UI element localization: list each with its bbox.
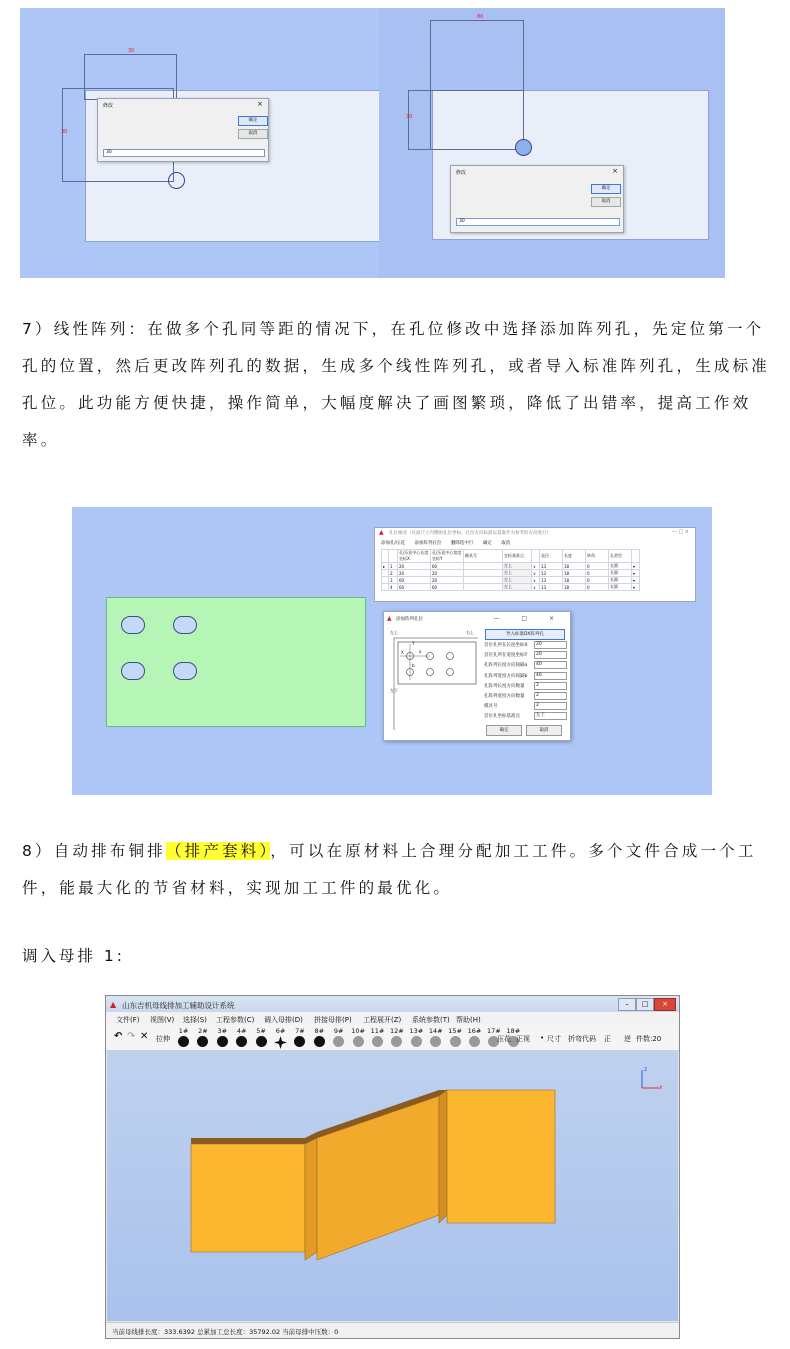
- busbar-position-button[interactable]: [193, 1027, 212, 1047]
- param-input[interactable]: 20: [534, 641, 567, 649]
- paragraph8-highlight: （排产套料）: [165, 842, 271, 860]
- busbar-position-button[interactable]: [329, 1027, 348, 1047]
- table-cell: ∨: [532, 563, 540, 570]
- table-header-cell: [632, 550, 640, 563]
- menu-cancel[interactable]: 取消: [501, 541, 511, 546]
- figure-hole-modify-screenshots: [20, 8, 725, 278]
- table-cell: 0: [586, 570, 609, 577]
- app-logo-icon: ▲: [379, 529, 384, 536]
- busbar-position-button[interactable]: [310, 1027, 329, 1047]
- table-cell: 13: [540, 577, 563, 584]
- menu-confirm[interactable]: 确定: [482, 541, 492, 546]
- table-cell: 13: [540, 563, 563, 570]
- position-label: 8#: [314, 1027, 325, 1035]
- busbar-position-button[interactable]: [271, 1027, 290, 1049]
- position-label: 16#: [467, 1027, 482, 1035]
- ok-button[interactable]: 确定: [238, 116, 268, 126]
- dot-icon: [333, 1036, 344, 1047]
- minimize-button[interactable]: –: [618, 998, 636, 1011]
- param-input[interactable]: 20: [534, 651, 567, 659]
- table-row[interactable]: [382, 563, 640, 570]
- position-label: 7#: [295, 1027, 305, 1035]
- table-cell: ▾: [632, 563, 640, 570]
- param-label: 首位孔所在宽度坐标Y: [484, 653, 528, 659]
- table-cell: 18: [563, 584, 586, 591]
- dot-icon: [353, 1036, 364, 1047]
- paragraph8-prefix: 8）自动排布铜排: [22, 842, 166, 860]
- table-cell: 18: [563, 570, 586, 577]
- table-cell: [464, 563, 503, 570]
- menu-add-hole[interactable]: 添加孔/压花: [381, 541, 406, 546]
- table-cell[interactable]: 左上: [503, 563, 532, 570]
- param-row: [484, 692, 566, 700]
- undo-icon[interactable]: ↶: [114, 1031, 123, 1042]
- busbar-design-app-window: [105, 995, 680, 1339]
- table-cell: 0: [586, 563, 609, 570]
- position-label: 13#: [409, 1027, 424, 1035]
- table-cell: [382, 570, 389, 577]
- toolbar-button[interactable]: 尺寸: [547, 1035, 561, 1043]
- toolbar-button[interactable]: 压花: [497, 1035, 511, 1043]
- table-cell: 2: [389, 570, 398, 577]
- param-label: 孔阵列宽度方向数量: [484, 694, 525, 699]
- param-label: 孔阵列长度方向数量: [484, 683, 525, 689]
- window-menu: [381, 540, 518, 546]
- position-label: 1#: [178, 1027, 189, 1035]
- menu-item[interactable]: 工程参数(C): [216, 1016, 255, 1024]
- table-cell: 4: [389, 584, 398, 591]
- schematic-corner-tr: 右上: [466, 630, 474, 635]
- schematic-label-b: b: [412, 663, 415, 668]
- table-header-cell: 孔类型: [609, 550, 632, 563]
- table-cell[interactable]: 左上: [503, 577, 532, 584]
- paragraph-linear-array: 7）线性阵列：在做多个孔同等距的情况下，在孔位修改中选择添加阵列孔，先定位第一个孔的位置，然后更改阵列孔的数据，生成多个线性阵列孔，或者导入标准阵列孔，生成标准孔位。此功能方便快捷，操作简单，大幅度解决了画图繁琐，降低了出错率，提高工作效率。: [22, 320, 771, 449]
- slot-hole[interactable]: [173, 662, 197, 680]
- window-controls[interactable]: — □ ×: [671, 529, 689, 535]
- dot-icon: [236, 1036, 247, 1047]
- table-cell[interactable]: 长圆: [609, 584, 632, 591]
- value-input[interactable]: 30: [103, 149, 265, 157]
- dot-icon: [197, 1036, 208, 1047]
- position-label: 17#: [487, 1027, 501, 1035]
- ok-button[interactable]: 确定: [486, 725, 522, 736]
- toolbar-button[interactable]: •: [540, 1034, 545, 1042]
- param-input[interactable]: 2: [534, 682, 567, 690]
- position-label: 14#: [428, 1027, 443, 1035]
- dot-icon: [372, 1036, 383, 1047]
- table-header-cell: 转角: [586, 550, 609, 563]
- param-input[interactable]: 2: [534, 692, 567, 700]
- busbar-3d-model: [107, 1051, 678, 1321]
- busbar-position-button[interactable]: [407, 1027, 426, 1047]
- table-cell: 0: [586, 577, 609, 584]
- schematic-label-a: a: [419, 649, 422, 654]
- menu-item[interactable]: 帮助(H): [456, 1016, 481, 1024]
- maximize-button[interactable]: □: [636, 998, 654, 1011]
- axis-x-label: x: [659, 1084, 663, 1091]
- schematic-label-y: Y: [412, 641, 415, 646]
- dim-top-right: 80: [477, 14, 484, 20]
- table-row[interactable]: [382, 584, 640, 591]
- cancel-button[interactable]: 取消: [591, 197, 621, 207]
- paragraph8-suffix: ，可以在原材料上合理分配加工工件。多个文件合成一个工件，能最大化的节省材料，实现加工工件的最优化。: [22, 842, 757, 897]
- close-button[interactable]: ×: [654, 998, 676, 1011]
- schematic-corner-bl: 左下: [390, 688, 398, 693]
- table-cell: ▾: [632, 577, 640, 584]
- axis-z-label: z: [644, 1066, 648, 1073]
- position-label: 6#: [275, 1027, 286, 1035]
- dot-icon: [217, 1036, 228, 1047]
- menu-item[interactable]: 拼接母排(P): [314, 1016, 352, 1024]
- param-label: 首位孔所在长度坐标X: [484, 643, 528, 648]
- table-cell: 20: [398, 563, 431, 570]
- array-schematic: [390, 630, 480, 735]
- dot-icon: [411, 1036, 422, 1047]
- table-cell: 60: [431, 584, 464, 591]
- outline-left-b: [84, 54, 177, 100]
- table-cell: [464, 584, 503, 591]
- position-label: 3#: [217, 1027, 228, 1035]
- outline-right-b: [408, 90, 524, 150]
- table-cell[interactable]: 左上: [503, 584, 532, 591]
- dim-left-right: 30: [406, 114, 413, 120]
- table-cell: ∨: [532, 570, 540, 577]
- window-title: 孔位修改（页面尺寸内侧的孔位坐标，孔位方向标准以基准作为参考的方向进行）: [389, 531, 551, 536]
- schematic-label-x: X: [401, 650, 404, 655]
- table-cell: 18: [563, 563, 586, 570]
- import-standard-array-button[interactable]: 导入标准DX阵列孔: [485, 629, 565, 640]
- dot-icon: [391, 1036, 402, 1047]
- dot-icon: [450, 1036, 461, 1047]
- dot-icon: [256, 1036, 267, 1047]
- toolbar-button[interactable]: 正视: [516, 1035, 530, 1043]
- param-row: [484, 672, 566, 680]
- status-bar: [106, 1322, 679, 1338]
- schematic-corner-tl: 左上: [390, 630, 398, 635]
- close-icon[interactable]: ×: [257, 100, 263, 108]
- cancel-button[interactable]: 取消: [238, 129, 268, 139]
- dot-icon: [314, 1036, 325, 1047]
- table-cell: 13: [540, 584, 563, 591]
- delete-icon[interactable]: ✕: [140, 1031, 149, 1042]
- dot-icon: [294, 1036, 305, 1047]
- close-icon[interactable]: ×: [612, 167, 618, 175]
- busbar-position-button[interactable]: [232, 1027, 251, 1047]
- slot-hole[interactable]: [121, 662, 145, 680]
- toolbar-button[interactable]: 逆: [624, 1035, 631, 1043]
- busbar-position-button[interactable]: [368, 1027, 387, 1047]
- table-header-cell: 模具号: [464, 550, 503, 563]
- modify-dialog-left: [97, 98, 269, 162]
- param-row: [484, 682, 566, 690]
- menu-item[interactable]: 视图(V): [150, 1016, 175, 1024]
- paragraph-auto-nesting: [22, 833, 774, 907]
- table-cell: [464, 577, 503, 584]
- table-header-cell: 孔/压花中心长度坐标X: [398, 550, 431, 563]
- slot-hole[interactable]: [121, 616, 145, 634]
- param-input[interactable]: 40: [534, 672, 567, 680]
- status-text: 当前母线排长度：333.6392 总累加工总长度：35792.02 当前母排中压数：0: [112, 1328, 339, 1336]
- param-label: 孔阵列宽度方向间隔b: [484, 673, 528, 679]
- busbar-position-button[interactable]: [387, 1027, 406, 1047]
- table-cell: 3: [389, 577, 398, 584]
- modify-dialog-right: [450, 165, 624, 233]
- dot-icon: [430, 1036, 441, 1047]
- toolbar-button[interactable]: 件数:20: [636, 1035, 662, 1043]
- table-header-cell: [532, 550, 540, 563]
- stretch-button[interactable]: 拉伸: [156, 1035, 170, 1043]
- menu-item[interactable]: 文件(F): [116, 1016, 140, 1024]
- busbar-position-button[interactable]: [213, 1027, 232, 1047]
- position-label: 9#: [333, 1027, 344, 1035]
- caption-load-busbar: 调入母排 1:: [22, 947, 126, 965]
- hole-modify-window: [374, 527, 696, 602]
- table-cell[interactable]: 左上: [503, 570, 532, 577]
- slot-hole[interactable]: [173, 616, 197, 634]
- dot-icon: [178, 1036, 189, 1047]
- toolbar-button[interactable]: 正: [604, 1035, 611, 1043]
- dialog-title: 修改: [103, 103, 114, 109]
- table-cell[interactable]: 长圆: [609, 570, 632, 577]
- app-menubar: [106, 1012, 679, 1025]
- window-titlebar: [375, 528, 695, 538]
- table-cell: 1: [389, 563, 398, 570]
- param-row: [484, 651, 566, 659]
- position-label: 2#: [198, 1027, 208, 1035]
- table-cell: ∨: [532, 577, 540, 584]
- table-cell: 18: [563, 577, 586, 584]
- param-row: [484, 641, 566, 649]
- table-cell: [382, 584, 389, 591]
- ok-button[interactable]: 确定: [591, 184, 621, 194]
- position-label: 10#: [351, 1027, 365, 1035]
- table-header-cell: 坐标基准点: [503, 550, 532, 563]
- table-header-cell: 孔/压花中心宽度坐标Y: [431, 550, 464, 563]
- table-cell: [382, 577, 389, 584]
- param-label: 孔阵列长度方向间隔a: [484, 663, 528, 669]
- table-cell[interactable]: 长圆: [609, 563, 632, 570]
- table-cell: ▸: [382, 563, 389, 570]
- busbar-position-button[interactable]: [426, 1027, 445, 1047]
- param-label: 首位孔坐标基准点: [484, 714, 520, 720]
- menu-item[interactable]: 调入母排(D): [264, 1016, 303, 1024]
- table-cell: [464, 570, 503, 577]
- param-row: [484, 702, 566, 710]
- app-title: 山东吉机母线排加工辅助设计系统: [122, 1001, 235, 1010]
- position-label: 4#: [236, 1027, 247, 1035]
- position-label: 11#: [370, 1027, 385, 1035]
- position-label: 15#: [448, 1027, 462, 1035]
- app-toolbar: [106, 1025, 679, 1051]
- busbar-position-button[interactable]: [252, 1027, 271, 1047]
- table-cell: 60: [431, 563, 464, 570]
- param-select[interactable]: 左上: [534, 712, 567, 720]
- dialog-title: 添加阵列孔位: [396, 617, 423, 622]
- table-cell: 0: [586, 584, 609, 591]
- menu-item[interactable]: 工程展开(Z): [363, 1016, 402, 1024]
- position-label: 18#: [506, 1027, 521, 1035]
- table-header-cell: 长度: [563, 550, 586, 563]
- redo-icon[interactable]: ↷: [127, 1031, 136, 1042]
- app-titlebar: [106, 996, 679, 1012]
- busbar-position-button[interactable]: [174, 1027, 193, 1047]
- param-input[interactable]: 2: [534, 702, 567, 710]
- hole-table: [381, 549, 640, 591]
- add-array-dialog: [383, 611, 571, 741]
- table-cell: 20: [398, 570, 431, 577]
- param-row: [484, 661, 566, 669]
- menu-delete-row[interactable]: 删除选中行: [450, 541, 474, 546]
- busbar-position-button[interactable]: [465, 1027, 484, 1047]
- table-header-cell: [382, 550, 389, 563]
- 3d-viewport[interactable]: [107, 1051, 678, 1321]
- busbar-position-button[interactable]: [349, 1027, 368, 1047]
- app-logo-icon: ▲: [387, 615, 392, 622]
- table-cell: 60: [398, 577, 431, 584]
- menu-item[interactable]: 系统参数(T): [412, 1016, 450, 1024]
- window-controls[interactable]: — □ ×: [493, 615, 564, 622]
- dim-left-left: 30: [61, 129, 68, 135]
- busbar-position-button[interactable]: [290, 1027, 309, 1047]
- table-cell: 20: [431, 577, 464, 584]
- position-label: 12#: [390, 1027, 404, 1035]
- cancel-button[interactable]: 取消: [526, 725, 562, 736]
- busbar-position-button[interactable]: [446, 1027, 465, 1047]
- dim-top-left: 30: [128, 48, 135, 54]
- table-cell: ▾: [632, 570, 640, 577]
- value-input[interactable]: 30: [456, 218, 620, 226]
- table-cell: ▾: [632, 584, 640, 591]
- position-label: 5#: [256, 1027, 266, 1035]
- table-cell: 13: [540, 570, 563, 577]
- hole-circle-left[interactable]: [168, 172, 185, 189]
- dot-icon: [469, 1036, 480, 1047]
- table-row[interactable]: [382, 570, 640, 577]
- menu-item[interactable]: 选择(S): [183, 1016, 207, 1024]
- toolbar-button[interactable]: 折弯代码: [568, 1035, 596, 1043]
- dialog-title: 修改: [456, 170, 467, 176]
- figure-array-holes: [72, 507, 712, 795]
- table-cell[interactable]: 长圆: [609, 577, 632, 584]
- table-cell: 60: [398, 584, 431, 591]
- param-label: 模具号: [484, 704, 498, 710]
- table-row[interactable]: [382, 577, 640, 584]
- busbar-plate: [106, 597, 366, 727]
- table-cell: ∨: [532, 584, 540, 591]
- menu-add-array[interactable]: 添加阵列孔位: [414, 541, 442, 546]
- app-logo-icon: ▲: [110, 1000, 117, 1009]
- table-header-cell: 直径: [540, 550, 563, 563]
- table-header-cell: [389, 550, 398, 563]
- param-input[interactable]: 40: [534, 661, 567, 669]
- hole-circle-right[interactable]: [515, 139, 532, 156]
- param-row: [484, 712, 566, 720]
- table-cell: 20: [431, 570, 464, 577]
- star-icon: [274, 1036, 287, 1049]
